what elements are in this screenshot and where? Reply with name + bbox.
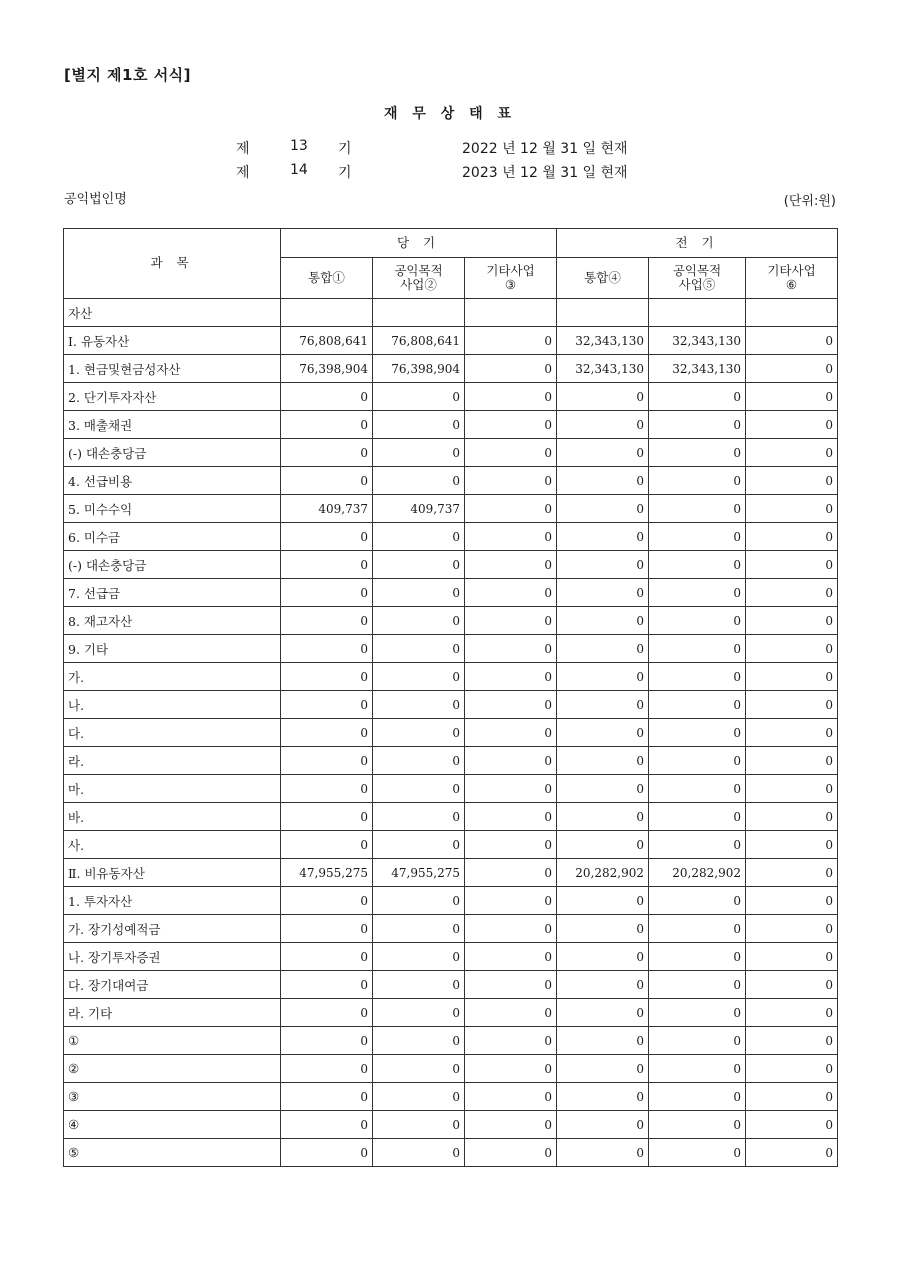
account-label: 9. 기타: [64, 635, 281, 663]
amount-cell: 0: [746, 747, 838, 775]
amount-cell: 0: [649, 775, 746, 803]
amount-cell: 0: [465, 915, 557, 943]
amount-cell: 32,343,130: [557, 355, 649, 383]
amount-cell: 0: [373, 943, 465, 971]
amount-cell: 0: [557, 719, 649, 747]
amount-cell: 0: [465, 1027, 557, 1055]
amount-cell: 76,808,641: [373, 327, 465, 355]
amount-cell: 0: [465, 523, 557, 551]
table-row: [64, 831, 838, 859]
account-label: Ⅰ. 유동자산: [64, 327, 281, 355]
amount-cell: 20,282,902: [557, 859, 649, 887]
amount-cell: 0: [281, 887, 373, 915]
amount-cell: 0: [373, 747, 465, 775]
table-row: [64, 747, 838, 775]
amount-cell: 0: [557, 803, 649, 831]
amount-cell: 0: [649, 999, 746, 1027]
amount-cell: 0: [281, 607, 373, 635]
amount-cell: 0: [281, 719, 373, 747]
amount-cell: 0: [746, 551, 838, 579]
amount-cell: 0: [649, 579, 746, 607]
account-label: ⑤: [64, 1139, 281, 1167]
amount-cell: 0: [557, 887, 649, 915]
amount-cell: 0: [557, 1055, 649, 1083]
amount-cell: 0: [649, 915, 746, 943]
amount-cell: 0: [649, 831, 746, 859]
amount-cell: 0: [281, 943, 373, 971]
amount-cell: 0: [281, 467, 373, 495]
account-label: ②: [64, 1055, 281, 1083]
amount-cell: 409,737: [281, 495, 373, 523]
amount-cell: 0: [465, 803, 557, 831]
amount-cell: 0: [746, 635, 838, 663]
amount-cell: 0: [465, 579, 557, 607]
amount-cell: 32,343,130: [649, 355, 746, 383]
table-row: [64, 775, 838, 803]
account-label: 3. 매출채권: [64, 411, 281, 439]
amount-cell: 0: [746, 383, 838, 411]
amount-cell: 20,282,902: [649, 859, 746, 887]
amount-cell: 0: [373, 383, 465, 411]
table-row: [64, 635, 838, 663]
amount-cell: 0: [746, 327, 838, 355]
amount-cell: 0: [281, 439, 373, 467]
amount-cell: 0: [281, 411, 373, 439]
amount-cell: 0: [557, 1139, 649, 1167]
amount-cell: 47,955,275: [281, 859, 373, 887]
amount-cell: 0: [649, 663, 746, 691]
amount-cell: 0: [746, 1027, 838, 1055]
amount-cell: 0: [281, 523, 373, 551]
amount-cell: 0: [281, 383, 373, 411]
amount-cell: 0: [281, 1139, 373, 1167]
table-row: [64, 803, 838, 831]
amount-cell: 0: [746, 943, 838, 971]
amount-cell: 0: [373, 411, 465, 439]
column-header-text: 기타사업: [767, 262, 816, 278]
amount-cell: 0: [373, 523, 465, 551]
balance-sheet-table: [63, 228, 838, 1167]
amount-cell: 0: [373, 635, 465, 663]
column-header-text: 사업⑤: [678, 277, 716, 292]
amount-cell: 0: [373, 663, 465, 691]
document-title: 재 무 상 태 표: [383, 106, 517, 122]
amount-cell: 0: [465, 999, 557, 1027]
amount-cell: 0: [746, 887, 838, 915]
table-row: [64, 1055, 838, 1083]
amount-cell: 0: [465, 747, 557, 775]
account-label: 라.: [64, 747, 281, 775]
account-label: Ⅱ. 비유동자산: [64, 859, 281, 887]
amount-cell: 0: [557, 691, 649, 719]
amount-cell: 0: [281, 999, 373, 1027]
current-period-header: 당 기: [281, 229, 557, 258]
amount-cell: 0: [281, 579, 373, 607]
amount-cell: 0: [465, 355, 557, 383]
amount-cell: 0: [465, 1083, 557, 1111]
account-label: 다.: [64, 719, 281, 747]
amount-cell: 0: [557, 523, 649, 551]
amount-cell: 0: [281, 803, 373, 831]
table-row: [64, 1027, 838, 1055]
amount-cell: 0: [649, 439, 746, 467]
table-row: [64, 411, 838, 439]
column-header-text: ③: [504, 277, 517, 292]
amount-cell: 0: [746, 1055, 838, 1083]
table-row: [64, 551, 838, 579]
account-label: 다. 장기대여금: [64, 971, 281, 999]
amount-cell: 0: [281, 1055, 373, 1083]
amount-cell: 76,398,904: [281, 355, 373, 383]
amount-cell: 32,343,130: [557, 327, 649, 355]
amount-cell: 0: [649, 719, 746, 747]
amount-cell: 0: [557, 1111, 649, 1139]
amount-cell: 0: [557, 775, 649, 803]
amount-cell: 0: [557, 495, 649, 523]
amount-cell: 76,808,641: [281, 327, 373, 355]
amount-cell: 0: [557, 1083, 649, 1111]
amount-cell: 0: [465, 663, 557, 691]
amount-cell: 0: [557, 467, 649, 495]
form-label: [별지 제1호 서식]: [64, 66, 192, 84]
amount-cell: 0: [281, 831, 373, 859]
period-date: 2022 년 12 월 31 일 현재: [462, 141, 628, 157]
amount-cell: 0: [281, 1027, 373, 1055]
column-header-text: 통합①: [308, 269, 345, 285]
amount-cell: 0: [557, 747, 649, 775]
amount-cell: 0: [746, 803, 838, 831]
amount-cell: 76,398,904: [373, 355, 465, 383]
amount-cell: 0: [557, 551, 649, 579]
account-label: (-) 대손충당금: [64, 551, 281, 579]
amount-cell: 0: [373, 467, 465, 495]
amount-cell: 0: [746, 355, 838, 383]
table-row: [64, 607, 838, 635]
amount-cell: 0: [746, 467, 838, 495]
table-row: [64, 495, 838, 523]
table-row: [64, 999, 838, 1027]
amount-cell: [281, 299, 373, 327]
table-row: [64, 327, 838, 355]
amount-cell: 0: [281, 1083, 373, 1111]
amount-cell: 0: [281, 691, 373, 719]
prior-period-header: 전 기: [557, 229, 838, 258]
amount-cell: [746, 299, 838, 327]
table-row: [64, 439, 838, 467]
amount-cell: 0: [649, 411, 746, 439]
table-row: [64, 691, 838, 719]
amount-cell: 0: [373, 831, 465, 859]
amount-cell: 0: [373, 551, 465, 579]
table-row: [64, 971, 838, 999]
amount-cell: 0: [746, 775, 838, 803]
amount-cell: 0: [281, 1111, 373, 1139]
table-row: [64, 887, 838, 915]
table-row: [64, 383, 838, 411]
account-label: 6. 미수금: [64, 523, 281, 551]
account-label: 4. 선급비용: [64, 467, 281, 495]
amount-cell: 0: [373, 719, 465, 747]
account-label: 라. 기타: [64, 999, 281, 1027]
amount-cell: 0: [465, 327, 557, 355]
amount-cell: 0: [649, 1111, 746, 1139]
account-label: 나.: [64, 691, 281, 719]
amount-cell: 0: [746, 663, 838, 691]
amount-cell: 0: [557, 383, 649, 411]
amount-cell: 0: [649, 1139, 746, 1167]
amount-cell: 0: [746, 1083, 838, 1111]
amount-cell: 0: [465, 971, 557, 999]
column-header-4: [557, 258, 649, 299]
amount-cell: 0: [465, 1111, 557, 1139]
column-header-5: [649, 258, 746, 299]
account-label: 자산: [64, 299, 281, 327]
amount-cell: [649, 299, 746, 327]
amount-cell: 0: [465, 691, 557, 719]
amount-cell: 0: [465, 495, 557, 523]
amount-cell: 0: [746, 971, 838, 999]
table-row: [64, 1111, 838, 1139]
amount-cell: 47,955,275: [373, 859, 465, 887]
period-prefix: 제: [236, 141, 250, 157]
period-suffix: 기: [338, 165, 352, 181]
account-label: 1. 투자자산: [64, 887, 281, 915]
account-label: (-) 대손충당금: [64, 439, 281, 467]
table-row: [64, 859, 838, 887]
table-row: [64, 355, 838, 383]
unit-label: (단위:원): [783, 194, 836, 209]
account-label: ④: [64, 1111, 281, 1139]
amount-cell: 0: [557, 579, 649, 607]
table-row: [64, 523, 838, 551]
period-number: 14: [290, 162, 308, 178]
account-label: 가.: [64, 663, 281, 691]
amount-cell: 0: [649, 1083, 746, 1111]
subject-header: 과 목: [64, 229, 281, 299]
account-label: 마.: [64, 775, 281, 803]
amount-cell: 0: [746, 579, 838, 607]
amount-cell: 0: [373, 887, 465, 915]
amount-cell: 0: [465, 439, 557, 467]
amount-cell: 0: [373, 607, 465, 635]
amount-cell: 0: [465, 383, 557, 411]
amount-cell: 0: [557, 1027, 649, 1055]
amount-cell: 0: [281, 915, 373, 943]
amount-cell: 0: [373, 439, 465, 467]
amount-cell: 0: [746, 719, 838, 747]
amount-cell: 0: [373, 775, 465, 803]
amount-cell: 0: [281, 747, 373, 775]
period-prefix: 제: [236, 165, 250, 181]
amount-cell: 0: [465, 1055, 557, 1083]
amount-cell: 0: [746, 439, 838, 467]
amount-cell: 0: [465, 635, 557, 663]
amount-cell: 0: [557, 831, 649, 859]
amount-cell: 0: [557, 663, 649, 691]
table-row: [64, 943, 838, 971]
amount-cell: 0: [373, 999, 465, 1027]
amount-cell: 32,343,130: [649, 327, 746, 355]
account-label: 나. 장기투자증권: [64, 943, 281, 971]
amount-cell: 0: [373, 691, 465, 719]
amount-cell: 0: [746, 691, 838, 719]
amount-cell: 0: [373, 1027, 465, 1055]
amount-cell: 0: [281, 635, 373, 663]
amount-cell: 0: [746, 999, 838, 1027]
amount-cell: 0: [746, 1111, 838, 1139]
column-header-text: 기타사업: [486, 262, 535, 278]
column-header-text: 공익목적: [672, 262, 722, 278]
account-label: 8. 재고자산: [64, 607, 281, 635]
account-label: 2. 단기투자자산: [64, 383, 281, 411]
table-row: [64, 1139, 838, 1167]
amount-cell: 0: [649, 747, 746, 775]
amount-cell: 0: [465, 467, 557, 495]
table-row: [64, 663, 838, 691]
amount-cell: 0: [373, 1055, 465, 1083]
account-label: 5. 미수수익: [64, 495, 281, 523]
amount-cell: 0: [649, 1055, 746, 1083]
amount-cell: 0: [465, 943, 557, 971]
amount-cell: [373, 299, 465, 327]
amount-cell: 0: [465, 551, 557, 579]
column-header-text: 공익목적: [394, 262, 443, 278]
amount-cell: 0: [465, 887, 557, 915]
amount-cell: 0: [557, 915, 649, 943]
account-label: 7. 선급금: [64, 579, 281, 607]
column-header-1: [281, 258, 373, 299]
table-row: [64, 467, 838, 495]
amount-cell: 0: [746, 1139, 838, 1167]
amount-cell: 0: [746, 607, 838, 635]
amount-cell: 0: [465, 411, 557, 439]
amount-cell: 0: [746, 831, 838, 859]
amount-cell: 0: [649, 691, 746, 719]
period-suffix: 기: [338, 141, 352, 157]
amount-cell: 0: [649, 943, 746, 971]
amount-cell: 0: [649, 887, 746, 915]
amount-cell: 0: [373, 579, 465, 607]
amount-cell: 0: [649, 523, 746, 551]
amount-cell: 0: [557, 971, 649, 999]
amount-cell: 0: [281, 971, 373, 999]
table-row: [64, 579, 838, 607]
amount-cell: 0: [281, 775, 373, 803]
amount-cell: 0: [373, 803, 465, 831]
amount-cell: 409,737: [373, 495, 465, 523]
account-label: ③: [64, 1083, 281, 1111]
entity-name-label: 공익법인명: [64, 192, 127, 207]
amount-cell: 0: [373, 1139, 465, 1167]
amount-cell: 0: [465, 607, 557, 635]
period-date: 2023 년 12 월 31 일 현재: [462, 165, 628, 181]
account-label: ①: [64, 1027, 281, 1055]
amount-cell: 0: [557, 999, 649, 1027]
table-row: [64, 299, 838, 327]
column-header-2: [373, 258, 465, 299]
amount-cell: 0: [465, 831, 557, 859]
table-row: [64, 915, 838, 943]
column-header-3: [465, 258, 557, 299]
amount-cell: [557, 299, 649, 327]
column-header-text: 통합④: [584, 269, 621, 285]
amount-cell: 0: [557, 607, 649, 635]
account-label: 사.: [64, 831, 281, 859]
amount-cell: 0: [649, 803, 746, 831]
amount-cell: 0: [746, 859, 838, 887]
account-label: 가. 장기성예적금: [64, 915, 281, 943]
amount-cell: 0: [373, 1083, 465, 1111]
column-header-6: [746, 258, 838, 299]
table-row: [64, 719, 838, 747]
period-number: 13: [290, 138, 308, 154]
amount-cell: 0: [557, 635, 649, 663]
amount-cell: 0: [746, 411, 838, 439]
account-label: 바.: [64, 803, 281, 831]
amount-cell: 0: [281, 663, 373, 691]
amount-cell: 0: [465, 859, 557, 887]
account-label: 1. 현금및현금성자산: [64, 355, 281, 383]
amount-cell: 0: [746, 523, 838, 551]
amount-cell: 0: [557, 411, 649, 439]
amount-cell: 0: [557, 439, 649, 467]
amount-cell: 0: [465, 1139, 557, 1167]
amount-cell: 0: [746, 495, 838, 523]
amount-cell: [465, 299, 557, 327]
amount-cell: 0: [465, 775, 557, 803]
amount-cell: 0: [649, 467, 746, 495]
amount-cell: 0: [649, 383, 746, 411]
column-header-text: 사업②: [400, 277, 437, 292]
amount-cell: 0: [649, 635, 746, 663]
amount-cell: 0: [373, 915, 465, 943]
amount-cell: 0: [649, 1027, 746, 1055]
amount-cell: 0: [649, 495, 746, 523]
amount-cell: 0: [746, 915, 838, 943]
amount-cell: 0: [649, 607, 746, 635]
amount-cell: 0: [465, 719, 557, 747]
amount-cell: 0: [373, 971, 465, 999]
column-header-text: ⑥: [785, 277, 798, 292]
amount-cell: 0: [373, 1111, 465, 1139]
amount-cell: 0: [649, 551, 746, 579]
amount-cell: 0: [281, 551, 373, 579]
table-row: [64, 1083, 838, 1111]
amount-cell: 0: [557, 943, 649, 971]
amount-cell: 0: [649, 971, 746, 999]
